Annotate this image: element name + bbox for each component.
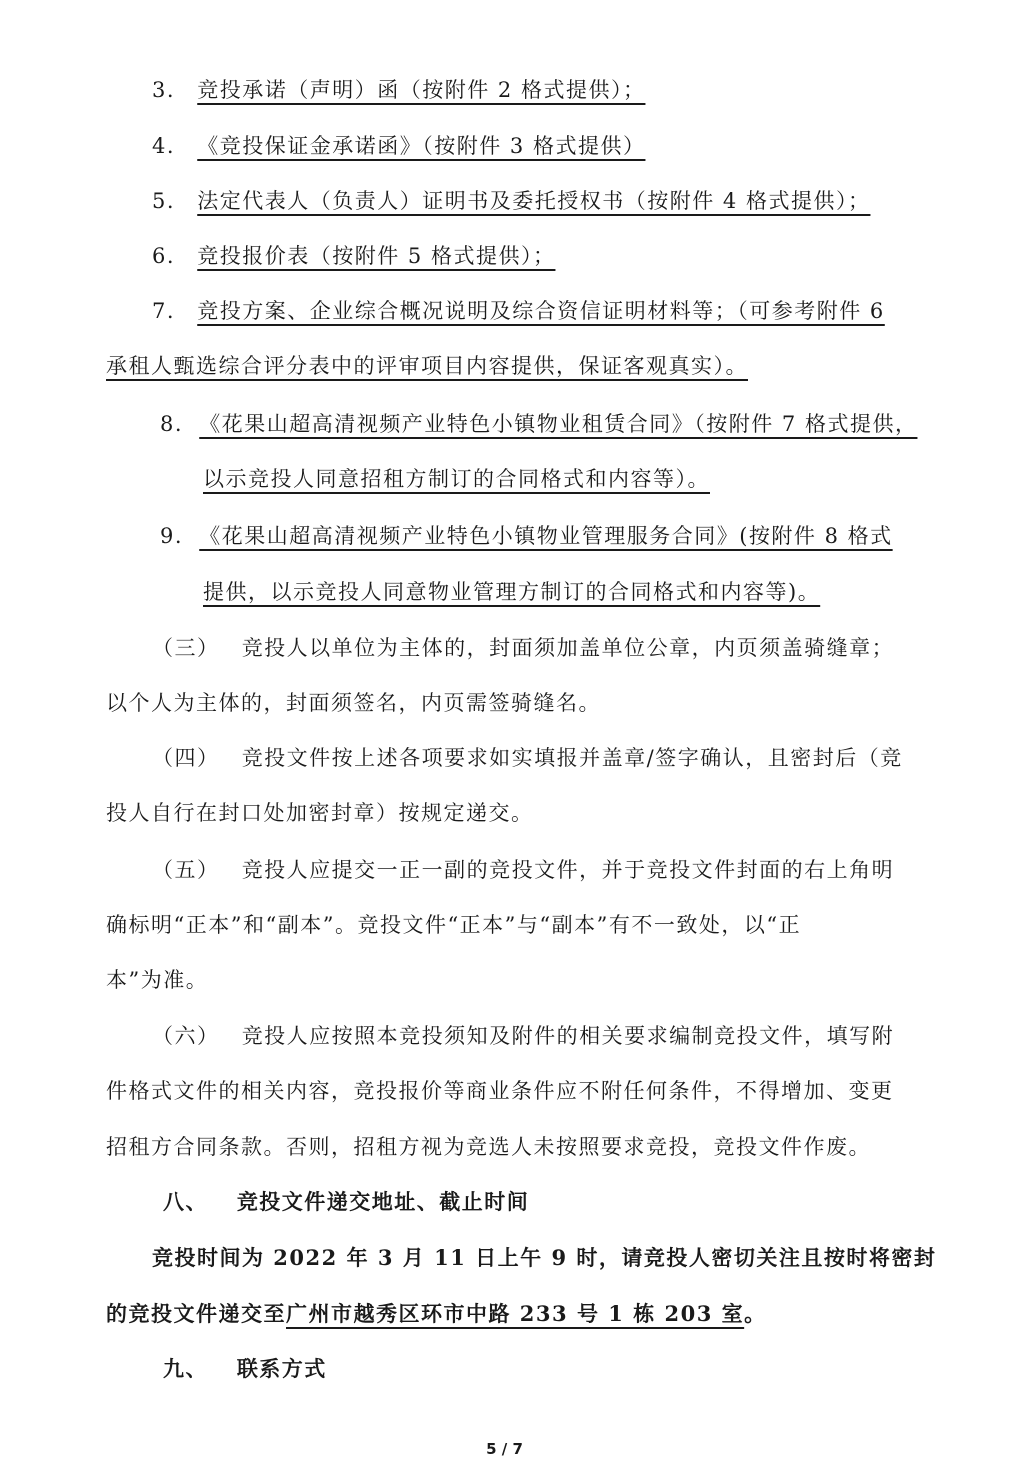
list-item-3 — [152, 76, 645, 104]
paragraph-text: 的竞投文件递交至 — [106, 1301, 286, 1326]
paragraph-text: 确标明“正本”和“副本”。竞投文件“正本”与“副本”有不一致处，以“正 — [106, 913, 802, 937]
paragraph-text: 本”为准。 — [106, 968, 209, 992]
paragraph-5-line-1 — [152, 856, 894, 884]
paragraph-5-line-2 — [106, 911, 801, 939]
paragraph-text: 。 — [744, 1301, 767, 1326]
submission-address: 广州市越秀区环市中路 233 号 1 栋 203 室 — [286, 1301, 745, 1326]
item-text: 竞投方案、企业综合概况说明及综合资信证明材料等；（可参考附件 6 — [197, 299, 885, 323]
list-item-7-continuation — [106, 352, 748, 380]
item-text: 竞投承诺（声明）函（按附件 2 格式提供）； — [197, 78, 646, 102]
paragraph-4-line-1 — [152, 744, 903, 772]
item-text: 提供，以示竞投人同意物业管理方制订的合同格式和内容等)。 — [203, 580, 821, 604]
section-8-line-2 — [106, 1300, 767, 1328]
paragraph-5-line-3 — [106, 966, 208, 994]
item-number: 6. — [152, 244, 176, 268]
paragraph-label: （六） — [152, 1024, 220, 1048]
item-number: 8. — [160, 412, 184, 436]
list-item-8 — [160, 410, 917, 438]
paragraph-text: 投人自行在封口处加密封章）按规定递交。 — [106, 801, 534, 825]
section-8-heading — [163, 1188, 529, 1216]
paragraph-label: （四） — [152, 746, 220, 770]
item-number: 7. — [152, 299, 176, 323]
paragraph-text: 件格式文件的相关内容，竞投报价等商业条件应不附任何条件，不得增加、变更 — [106, 1079, 894, 1103]
list-item-6 — [152, 242, 555, 270]
item-text: 法定代表人（负责人）证明书及委托授权书（按附件 4 格式提供）； — [197, 189, 871, 213]
paragraph-3-line-1 — [152, 634, 894, 662]
list-item-8-continuation — [203, 465, 710, 493]
section-title: 联系方式 — [236, 1356, 327, 1381]
paragraph-text: 竞投人应提交一正一副的竞投文件，并于竞投文件封面的右上角明 — [241, 858, 895, 882]
list-item-5 — [152, 187, 870, 215]
paragraph-3-line-2 — [106, 689, 601, 717]
item-number: 3. — [152, 78, 176, 102]
paragraph-text: 以个人为主体的，封面须签名，内页需签骑缝名。 — [106, 691, 601, 715]
item-text: 《花果山超高清视频产业特色小镇物业租赁合同》（按附件 7 格式提供， — [199, 412, 918, 436]
list-item-9-continuation — [203, 578, 820, 606]
paragraph-6-line-2 — [106, 1077, 894, 1105]
item-text: 承租人甄选综合评分表中的评审项目内容提供，保证客观真实）。 — [106, 354, 748, 378]
item-number: 4. — [152, 134, 176, 158]
paragraph-6-line-1 — [152, 1022, 894, 1050]
paragraph-text: 竞投时间为 2022 年 3 月 11 日上午 9 时，请竞投人密切关注且按时将密封 — [152, 1245, 937, 1270]
section-title: 竞投文件递交地址、截止时间 — [236, 1189, 530, 1214]
list-item-7 — [152, 297, 885, 325]
section-label: 九、 — [163, 1356, 208, 1381]
paragraph-text: 竞投人以单位为主体的，封面须加盖单位公章，内页须盖骑缝章； — [241, 636, 895, 660]
list-item-4 — [152, 132, 645, 160]
section-9-heading — [163, 1355, 327, 1383]
paragraph-6-line-3 — [106, 1133, 871, 1161]
paragraph-4-line-2 — [106, 799, 534, 827]
page-number: 5 / 7 — [486, 1440, 523, 1458]
paragraph-text: 竞投文件按上述各项要求如实填报并盖章/签字确认，且密封后（竞 — [241, 746, 903, 770]
paragraph-label: （三） — [152, 636, 220, 660]
item-text: 以示竞投人同意招租方制订的合同格式和内容等）。 — [203, 467, 710, 491]
section-8-line-1 — [152, 1244, 936, 1272]
section-label: 八、 — [163, 1189, 208, 1214]
list-item-9 — [160, 522, 893, 550]
item-text: 竞投报价表（按附件 5 格式提供）； — [197, 244, 556, 268]
item-text: 《花果山超高清视频产业特色小镇物业管理服务合同》(按附件 8 格式 — [199, 524, 893, 548]
item-number: 5. — [152, 189, 176, 213]
item-text: 《竞投保证金承诺函》（按附件 3 格式提供） — [197, 134, 646, 158]
paragraph-text: 招租方合同条款。否则，招租方视为竞选人未按照要求竞投，竞投文件作废。 — [106, 1135, 871, 1159]
paragraph-label: （五） — [152, 858, 220, 882]
item-number: 9. — [160, 524, 184, 548]
paragraph-text: 竞投人应按照本竞投须知及附件的相关要求编制竞投文件，填写附 — [241, 1024, 895, 1048]
